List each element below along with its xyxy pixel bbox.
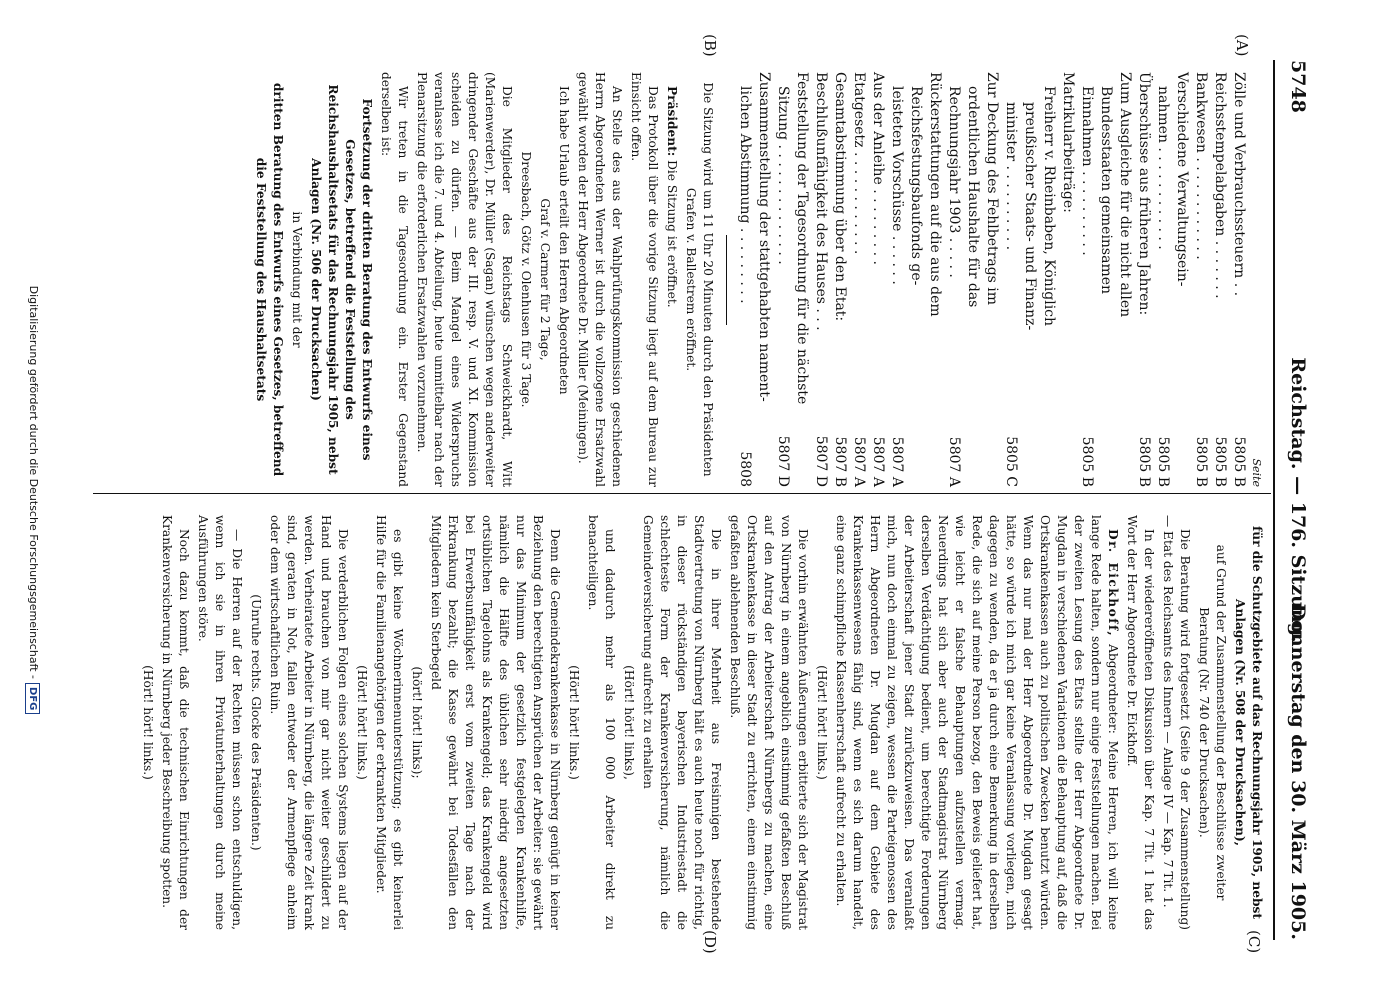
paragraph: Die Mitglieder des Reichstags Schweickhardt, Witt (Marienwerder), Dr. Müller (Sagan) wünschen wegen anderweiter dringender Geschäfte aus der III. resp. V. und XI. Kommission scheiden zu dürfen. — Beim Mangel eines Widerspruchs veranlasse ich die 7. und 4. Abteilung, heute unmittelbar nach der Plenarsitzung die erforderlichen Ersatzwahlen vorzunehmen. [415,72,514,487]
toc-page-ref [792,427,811,487]
toc-row [1229,72,1248,487]
toc-row [925,72,944,487]
paragraph: In der wiedereröffneten Diskussion über Kap. 7 Tit. 1 hat das Wort der Herr Abgeordnete Dr. Eickhoff. [1125,515,1156,930]
table-of-contents [735,72,1248,487]
toc-row [887,72,906,487]
toc-row [982,72,1001,487]
right-column [137,515,1265,930]
margin-mark-c: (C) [1245,930,1263,954]
toc-row [963,72,982,487]
toc-page-ref: 5807 A [946,436,962,487]
toc-page-ref [1039,427,1058,487]
toc-page-ref [754,427,773,487]
toc-page-ref [925,427,944,487]
column-divider [93,493,1271,494]
paragraph: Das Protokoll über die vorige Sitzung liegt auf dem Bureau zur Einsicht offen. [629,72,660,487]
paragraph: Die vorhin erwähnten Äußerungen erbitterte sich der Magistrat von Nürnberg in einem angeblich einstimmig gefaßten Beschluß auf den Antrag der Arbeiterschaft Nürnbergs zu machen, eine Ortskrankenkasse in dieser Stadt zu errichten, einem einstimmig gefaßten ablehnenden Beschluß. [728,515,810,930]
toc-entry: Bankwesen . . . . . . . . . . . . [1193,72,1209,260]
toc-row [1115,72,1134,487]
session-opening: Die Sitzung wird um 11 Uhr 20 Minuten durch den Präsidenten Grafen v. Ballestrem eröffnet. [684,82,715,477]
toc-page-ref: 5805 C [1003,436,1019,487]
interjection: (Hört! hört! links.) [141,665,155,780]
toc-row [1077,72,1096,487]
margin-mark-b: (B) [701,34,719,57]
toc-page-ref [906,427,925,487]
toc-entry: Zur Deckung des Fehlbetrags im [984,72,1000,306]
leave-entry: Graf v. Carmer für 2 Tage, [538,198,552,361]
paragraph: und dadurch mehr als 100 000 Arbeiter direkt zu benachteiligen. [586,515,617,930]
toc-page-ref: 5807 D [813,435,829,487]
toc-row [811,72,830,487]
toc-page-ref: 5807 B [832,436,848,487]
toc-entry: Freiherr v. Rheinbaben, Königlich [1041,86,1057,327]
interjection: (Hört! hört! links.) [355,665,369,780]
toc-page-ref [1058,427,1077,487]
interjection: (Hört! hört! links.) [567,665,581,780]
toc-page-ref: 5805 B [1079,436,1095,487]
toc-row [1210,72,1229,487]
interjection: (Unruhe rechts. Glocke des Präsidenten.) [249,594,263,851]
paragraph: Wir treten in die Tagesordnung ein. Erster Gegenstand derselben ist: [379,72,410,487]
speaker-name: Präsident: [665,86,679,157]
credit-text: Digitalisierung gefördert durch die Deutsche Forschungsgemeinschaft - [27,285,40,680]
toc-page-ref [982,427,1001,487]
interjection: (Hört! hört! links.) [815,665,829,780]
toc-entry: Matrikularbeiträge: [1060,72,1076,213]
paragraph: Ich habe Urlaub erteilt den Herren Abgeordneten [557,86,571,395]
toc-entry: Zum Ausgleiche für die nicht allen [1117,72,1133,318]
paragraph: Präsident: Die Sitzung ist eröffnet. [665,86,679,308]
toc-entry: preußischer Staats- und Finanz- [1022,102,1038,331]
toc-entry: leisteten Vorschüsse . . . . . . [889,86,905,285]
toc-page-ref [963,427,982,487]
toc-entry: Sitzung . . . . . . . . . . . . . . [775,86,791,265]
dfg-logo: DFG [25,683,40,714]
toc-page-ref [1020,427,1039,487]
toc-row [1096,72,1115,487]
header-rule [1273,60,1275,940]
toc-page-ref: 5807 A [889,436,905,487]
toc-row [849,72,868,487]
toc-page-ref: 5808 [737,451,753,487]
toc-entry: Feststellung der Tagesordnung für die nächste [794,72,810,405]
toc-row [1020,72,1039,487]
toc-row [944,72,963,487]
toc-entry: Etatgesetz . . . . . . . . . . . . [851,72,867,255]
toc-page-ref: 5805 B [1193,436,1209,487]
paragraph: Die Beratung wird fortgesetzt (Seite 9 der Zusammenstellung) — Etat des Reichsamts des Innern — Anlage IV — Kap. 7 Tit. 1. [1161,515,1192,930]
interjection: (hört! hört! links); [410,666,424,779]
toc-entry: minister . . . . . . . . . . [1003,102,1019,251]
toc-row [735,72,754,487]
toc-entry: ordentlichen Haushalte für das [965,86,981,308]
header-date: Donnerstag den 30. März 1905. [1287,603,1309,940]
toc-page-ref [1172,427,1191,487]
toc-row [830,72,849,487]
toc-entry: Verschiedene Verwaltungsein- [1174,72,1190,287]
paragraph: Denn die Gemeindekrankenkasse in Nürnberg genügt in keiner Beziehung den berechtigten Ansprüchen der Arbeiter: sie gewährt nur das Minimum der gesetzlich festgelegten Krankenhilfe, nämlich die Hälfte des üblichen sehr niedrig angesetzten ortsüblichen Tagelohns als Krankengeld; das Krankengeld wird bei Erwerbsunfähigkeit erst vom zweiten Tage nach der Erkrankung bezahlt; die Kasse gewährt bei Todesfällen den Mitgliedern kein Sterbegeld [429,515,562,930]
paragraph: Die verderblichen Folgen eines solchen Systems liegen auf der Hand und brauchen von mir gar nicht weiter geschildert zu werden. Verheiratete Arbeiter in Nürnberg, die längere Zeit krank sind, geraten in Not, fallen entweder der Armenpflege anheim oder dem wirtschaftlichen Ruin. [268,515,350,930]
speaker-name: Dr. Eickhoff, [1106,529,1120,638]
toc-row [792,72,811,487]
section-separator [726,235,727,325]
agenda-item: dritten Beratung des Entwurfs eines Gesetzes, betreffend die Feststellung des Haushaltsetats [254,82,285,477]
margin-mark-a: (A) [1233,34,1251,57]
paragraph: — Die Herren auf der Rechten müssen schon entschuldigen, wenn ich sie in ihren Privatunterhaltungen durch meine Ausführungen störe. [196,515,244,930]
toc-entry: Gesamtabstimmung über den Etat: [832,72,848,322]
interjection: (Hört! hört! links), [622,665,636,780]
margin-mark-d: (D) [701,930,719,954]
toc-row [1172,72,1191,487]
toc-entry: Rückerstattungen auf die aus dem [927,72,943,317]
toc-entry: Rechnungsjahr 1903 . . . . . [946,86,962,278]
toc-page-ref [1115,427,1134,487]
toc-entry: Reichsstempelabgaben . . . . . . . [1212,72,1228,299]
toc-entry: lichen Abstimmung . . . . . . . . . [737,86,753,304]
left-column [250,72,1265,487]
toc-entry: Reichsfestungsbaufonds ge- [908,86,924,286]
toc-row [1191,72,1210,487]
paragraph: Noch dazu kommt, daß die technischen Einrichtungen der Krankenversicherung in Nürnberg jeder Beschreibung spotten. [160,515,191,930]
toc-row [1153,72,1172,487]
toc-page-ref: 5805 B [1212,436,1228,487]
toc-entry: Zusammenstellung der stattgehabten nament- [756,72,772,402]
toc-row [754,72,773,487]
toc-entry: nahmen . . . . . . . . . . . . [1155,86,1171,250]
header-title: Reichstag. — 176. Sitzung. [1287,357,1309,643]
toc-entry: Einnahmen . . . . . . . . . . [1079,86,1095,256]
toc-entry: Beschlußunfähigkeit des Hauses . . . [813,72,829,331]
agenda-item: Fortsetzung der dritten Beratung des Entwurfs eines Gesetzes, betreffend die Feststellung des Reichshaushaltsetats für das Rechnungsjahr 1905, nebst Anlagen (Nr. 506 der Drucksachen) [309,84,374,475]
toc-row [906,72,925,487]
toc-row [1001,72,1020,487]
leave-entry: Dreesbach, Götz v. Olenhusen für 3 Tage. [519,151,533,408]
toc-entry: Zölle und Verbrauchssteuern . . [1231,72,1247,297]
paragraph: Dr. Eickhoff, Abgeordneter: Meine Herren, ich will keine lange Rede halten, sondern nur einige Feststellungen machen. Bei der zweiten Lesung des Etats stellte der Herr Abgeordnete Dr. Mugdan in verschiedenen Variationen die Behauptung auf, daß die Ortskrankenkassen auch zu politischen Zwecken benutzt würden. Wenn das nur mal der Herr Abgeordnete Dr. Mugdan gesagt hätte, so würde ich mich gar keine Veranlassung vorliegen, mich dagegen zu wenden, da er ja durch eine Bemerkung in derselben Rede, die sich auf meine Person bezog, den Beweis geliefert hat, wie leicht er falsche Behauptungen aufzustellen vermag. Neuerdings hat sich aber auch der Stadtmagistrat Nürnberg derselben Verdächtigung bedient, um berechtigte Forderungen der Arbeiterschaft jener Stadt zurückzuweisen. Das veranlaßt mich, nun doch einmal zu zeigen, wessen die Parteigenossen des Herrn Abgeordneten Dr. Mugdan auf dem Gebiete des Krankenkassenwesens fähig sind, wenn es sich darum handelt, eine ganz schimpfliche Klassenherrschaft aufrecht zu erhalten. [834,515,1120,930]
toc-entry: Bundesstaaten gemeinsamen [1098,86,1114,295]
toc-page-ref: 5805 B [1136,436,1152,487]
digitization-credit [25,0,40,1000]
toc-entry: Überschüsse aus früheren Jahren: [1136,72,1152,316]
page-number: 5748 [1287,60,1309,113]
toc-row [1134,72,1153,487]
page-header [1279,60,1315,940]
toc-page-ref: 5805 B [1155,436,1171,487]
paragraph: Die in ihrer Mehrheit aus Freisinnigen bestehende Stadtvertretung von Nürnberg hält es auch heute noch für richtig, in dieser rückständigen bayerischen Industriestadt die schlechteste Form der Krankenversicherung, nämlich die Gemeindeversicherung aufrecht zu erhalten [641,515,723,930]
toc-page-ref [1096,427,1115,487]
agenda-continuation: auf Grund der Zusammenstellung der Beschlüsse zweiter Beratung (Nr. 740 der Drucksachen). [1197,544,1228,901]
toc-page-ref: 5807 D [775,435,791,487]
toc-page-ref: 5805 B [1231,436,1247,487]
toc-row [773,72,792,487]
agenda-connector: in Verbindung mit der [290,211,304,348]
toc-row [1058,72,1077,487]
paragraph: An Stelle des aus der Wahlprüfungskommission geschiedenen Herrn Abgeordneten Werner ist durch die vollzogene Ersatzwahl gewählt worden der Herr Abgeordnete Dr. Müller (Meiningen). [576,72,624,487]
paragraph: es gibt keine Wöchnerinnenunterstützung; es gibt keinerlei Hilfe für die Familienangehörigen der erkrankten Mitglieder. [374,515,405,930]
toc-row [1039,72,1058,487]
toc-seite-label: Seite [1250,458,1263,487]
toc-row [868,72,887,487]
agenda-continuation: für die Schutzgebiete auf das Rechnungsjahr 1905, nebst Anlagen (Nr. 508 der Drucksachen), [1233,526,1264,919]
toc-page-ref: 5807 A [851,436,867,487]
toc-entry: Aus der Anleihe . . . . . . . . . [870,72,886,265]
toc-page-ref: 5807 A [870,436,886,487]
